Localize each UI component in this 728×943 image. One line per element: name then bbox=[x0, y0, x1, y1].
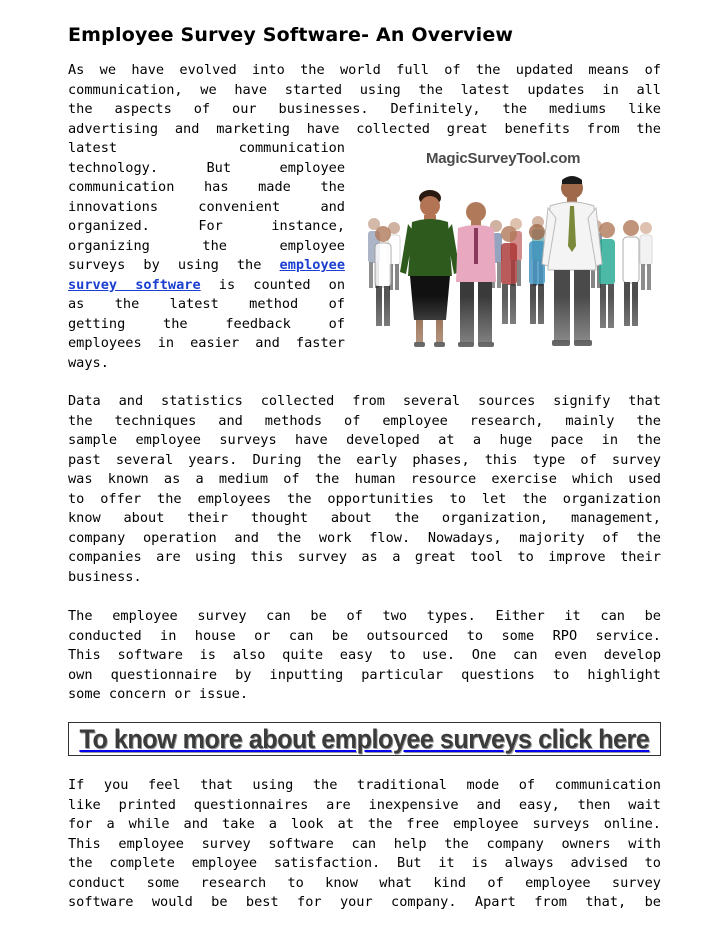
text-line: the techniques and methods of employee research, mainly the bbox=[68, 412, 661, 429]
text-line: companies are using this survey as a great tool to improve their bbox=[68, 549, 661, 565]
text-line: As we have evolved into the world full of the updated means of bbox=[68, 62, 661, 78]
text-line: innovations convenient and bbox=[68, 198, 345, 215]
text-line: the complete employee satisfaction. But it is always advised to bbox=[68, 855, 661, 871]
text-line: Data and statistics collected from several sources signify that bbox=[68, 393, 661, 409]
text-line: ways. bbox=[68, 354, 109, 371]
text-line: the aspects of our businesses. Definitely, the mediums like bbox=[68, 101, 661, 117]
paragraph-1-intro bbox=[68, 61, 661, 139]
paragraph-4 bbox=[68, 776, 661, 913]
text-line: as the latest method of bbox=[68, 296, 345, 312]
paragraph-3 bbox=[68, 607, 661, 705]
text-line: organizing the employee bbox=[68, 237, 345, 254]
text-line: organized. For instance, bbox=[68, 218, 345, 234]
text-fragment: surveys by using the bbox=[68, 257, 262, 273]
text-line: past several years. During the early phases, this type of survey bbox=[68, 451, 661, 468]
text-line: like printed questionnaires are inexpensive and easy, then wait bbox=[68, 796, 661, 813]
people-illustration-icon bbox=[358, 146, 661, 349]
banner-label: To know more about employee surveys click here bbox=[79, 723, 650, 754]
text-line: to offer the employees the opportunities to let the organization bbox=[68, 490, 661, 507]
employee-survey-software-link-continued[interactable]: survey software bbox=[68, 276, 201, 293]
text-line-with-link bbox=[68, 276, 345, 296]
text-line: employees in easier and faster bbox=[68, 335, 345, 351]
text-line-with-link bbox=[68, 256, 345, 276]
text-fragment: is counted on bbox=[218, 276, 346, 293]
text-line: was known as a medium of the human resource exercise which used bbox=[68, 471, 661, 487]
paragraph-2 bbox=[68, 392, 661, 587]
text-line: This software is also quite easy to use. One can even develop bbox=[68, 647, 661, 663]
employee-surveys-banner-link[interactable] bbox=[68, 722, 661, 756]
employee-survey-software-link[interactable]: employee bbox=[279, 257, 346, 273]
text-line: The employee survey can be of two types. Either it can be bbox=[68, 608, 661, 624]
text-line: some concern or issue. bbox=[68, 686, 249, 702]
text-line: conducted in house or can be outsourced to some RPO service. bbox=[68, 627, 661, 644]
page-title: Employee Survey Software- An Overview bbox=[68, 24, 514, 46]
text-line: communication has made the bbox=[68, 179, 345, 195]
photo-watermark: MagicSurveyTool.com bbox=[426, 150, 581, 167]
text-line: own questionnaire by inputting particular questions to highlight bbox=[68, 666, 661, 683]
text-line: business. bbox=[68, 568, 142, 585]
text-line: for a while and take a look at the free employee surveys online. bbox=[68, 816, 661, 832]
text-line: advertising and marketing have collected great benefits from the bbox=[68, 120, 661, 137]
group-of-employees-photo bbox=[358, 146, 661, 349]
text-line: technology. But employee bbox=[68, 159, 345, 176]
text-line: This employee survey software can help the company owners with bbox=[68, 835, 661, 852]
paragraph-1-column bbox=[68, 139, 345, 373]
text-line: conduct some research to know what kind of employee survey bbox=[68, 874, 661, 891]
text-line: company operation and the work flow. Nowadays, majority of the bbox=[68, 529, 661, 546]
text-line: sample employee surveys have developed at a huge pace in the bbox=[68, 432, 661, 448]
text-line: If you feel that using the traditional mode of communication bbox=[68, 777, 661, 793]
text-line: getting the feedback of bbox=[68, 315, 345, 332]
text-line: latest communication bbox=[68, 140, 345, 156]
text-line: software would be best for your company. Apart from that, be bbox=[68, 894, 661, 910]
text-line: communication, we have started using the latest updates in all bbox=[68, 81, 661, 98]
text-line: know about their thought about the organization, management, bbox=[68, 510, 661, 526]
